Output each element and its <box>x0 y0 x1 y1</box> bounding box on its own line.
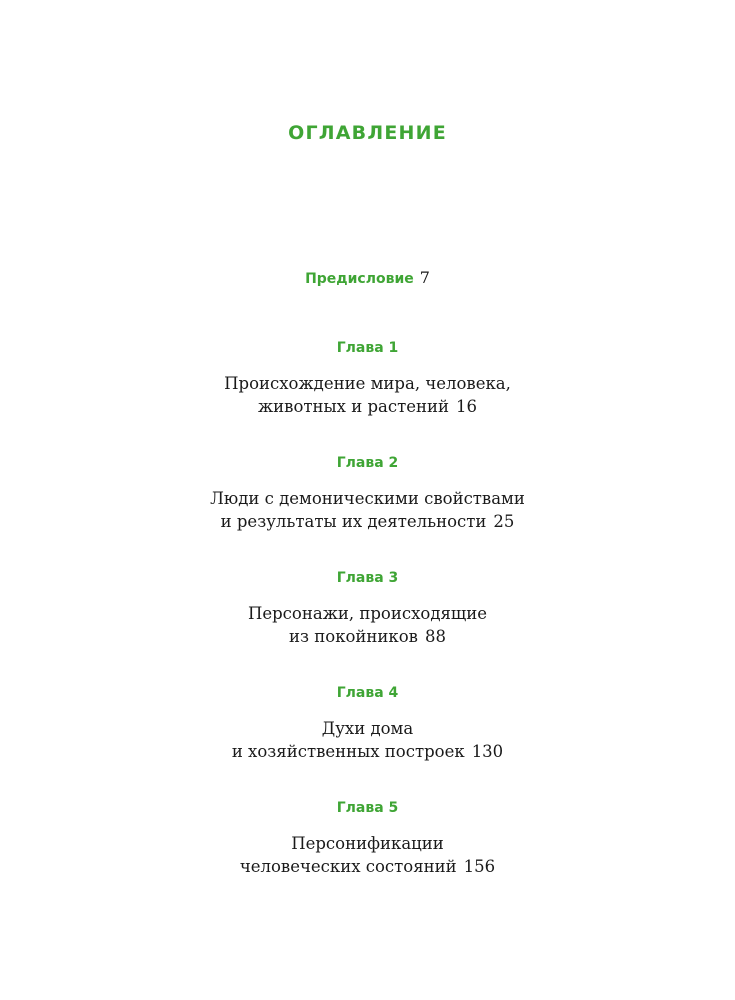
chapter-title-line-1: Духи дома <box>321 719 414 738</box>
chapter-title-line-2 <box>0 855 735 878</box>
chapter-title <box>0 832 735 878</box>
chapter-title-line-1: Персонажи, происходящие <box>247 604 488 623</box>
chapter-label: Глава 4 <box>336 685 399 701</box>
chapter-page-number: 130 <box>471 742 504 761</box>
toc-entry-chapter-2[interactable] <box>0 453 735 533</box>
toc-entry-preface[interactable] <box>0 268 735 288</box>
chapter-label: Глава 1 <box>336 340 399 356</box>
preface-page-number: 7 <box>419 268 430 287</box>
page-title: ОГЛАВЛЕНИЕ <box>288 122 447 144</box>
chapter-title <box>0 372 735 418</box>
chapter-title-line-2 <box>0 395 735 418</box>
chapter-label: Глава 3 <box>336 570 399 586</box>
chapter-title-text: человеческих состояний <box>239 857 457 876</box>
chapter-page-number: 25 <box>493 512 515 531</box>
chapter-title-line-1: Люди с демоническими свойствами <box>210 489 525 508</box>
toc-entry-chapter-3[interactable] <box>0 568 735 648</box>
chapter-title <box>0 717 735 763</box>
chapter-page-number: 88 <box>424 627 446 646</box>
chapter-page-number: 16 <box>455 397 477 416</box>
toc-entry-chapter-1[interactable] <box>0 338 735 418</box>
chapter-title-text: и хозяйственных построек <box>231 742 465 761</box>
chapter-label: Глава 5 <box>336 800 399 816</box>
chapter-title-line-2 <box>0 625 735 648</box>
chapter-title <box>0 487 735 533</box>
preface-label: Предисловие <box>305 271 414 287</box>
chapter-title-line-1: Персонификации <box>291 834 444 853</box>
chapter-title-line-1: Происхождение мира, человека, <box>224 374 511 393</box>
chapter-page-number: 156 <box>463 857 496 876</box>
chapter-title-line-2 <box>0 740 735 763</box>
chapter-title-line-2 <box>0 510 735 533</box>
toc-entry-chapter-5[interactable] <box>0 798 735 878</box>
chapter-title-text: и результаты их деятельности <box>220 512 487 531</box>
chapter-label: Глава 2 <box>336 455 399 471</box>
toc-entry-chapter-4[interactable] <box>0 683 735 763</box>
chapter-title <box>0 602 735 648</box>
chapter-title-text: из покойников <box>289 627 418 646</box>
chapter-title-text: животных и растений <box>258 397 449 416</box>
